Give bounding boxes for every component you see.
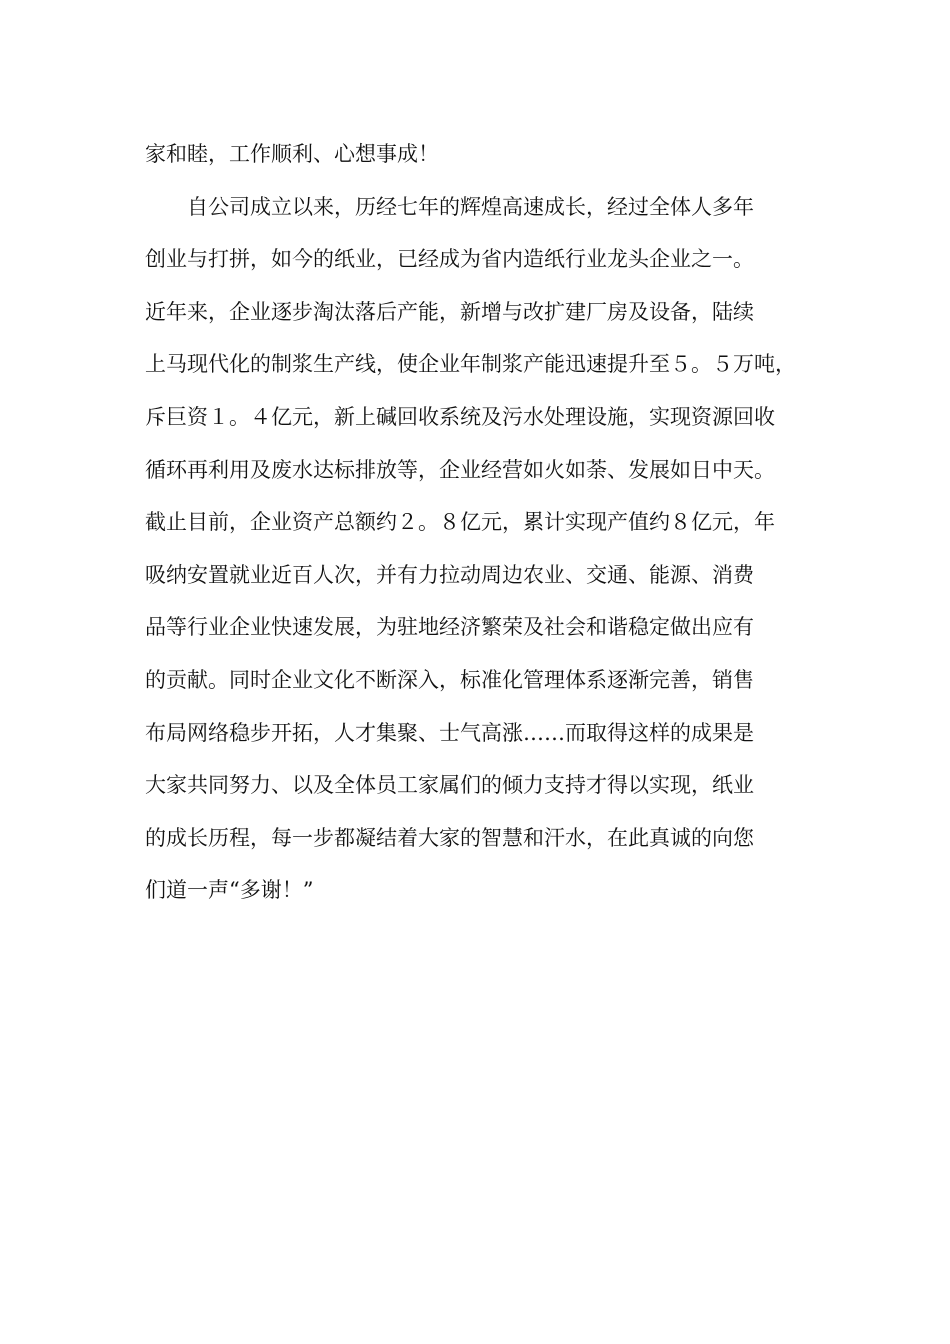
text-line-1: 家和睦，工作顺利、心想事成！ — [145, 142, 439, 166]
text-line-11: 的贡献。同时企业文化不断深入，标准化管理体系逐渐完善，销售 — [145, 667, 754, 692]
text-line-5: 上马现代化的制浆生产线，使企业年制浆产能迅速提升至５。５万吨， — [145, 352, 796, 377]
text-line-6: 斥巨资１。４亿元，新上碱回收系统及污水处理设施，实现资源回收 — [145, 404, 775, 429]
text-line-4: 近年来，企业逐步淘汰落后产能，新增与改扩建厂房及设备，陆续 — [145, 299, 754, 324]
text-line-3: 创业与打拼，如今的纸业，已经成为省内造纸行业龙头企业之一。 — [145, 247, 754, 272]
text-line-7: 循环再利用及废水达标排放等，企业经营如火如荼、发展如日中天。 — [145, 457, 775, 482]
text-line-12: 布局网络稳步开拓，人才集聚、士气高涨……而取得这样的成果是 — [145, 720, 754, 745]
text-line-9: 吸纳安置就业近百人次，并有力拉动周边农业、交通、能源、消费 — [145, 562, 754, 587]
text-line-10: 品等行业企业快速发展，为驻地经济繁荣及社会和谐稳定做出应有 — [145, 615, 754, 640]
text-line-13: 大家共同努力、以及全体员工家属们的倾力支持才得以实现，纸业 — [145, 773, 754, 798]
text-line-14: 的成长历程，每一步都凝结着大家的智慧和汗水，在此真诚的向您 — [145, 825, 754, 850]
body-text — [145, 128, 805, 917]
text-line-8: 截止目前，企业资产总额约２。８亿元，累计实现产值约８亿元，年 — [145, 510, 775, 535]
text-line-15: 们道一声“多谢！” — [145, 878, 314, 903]
text-line-2: 自公司成立以来，历经七年的辉煌高速成长，经过全体人多年 — [145, 194, 754, 219]
